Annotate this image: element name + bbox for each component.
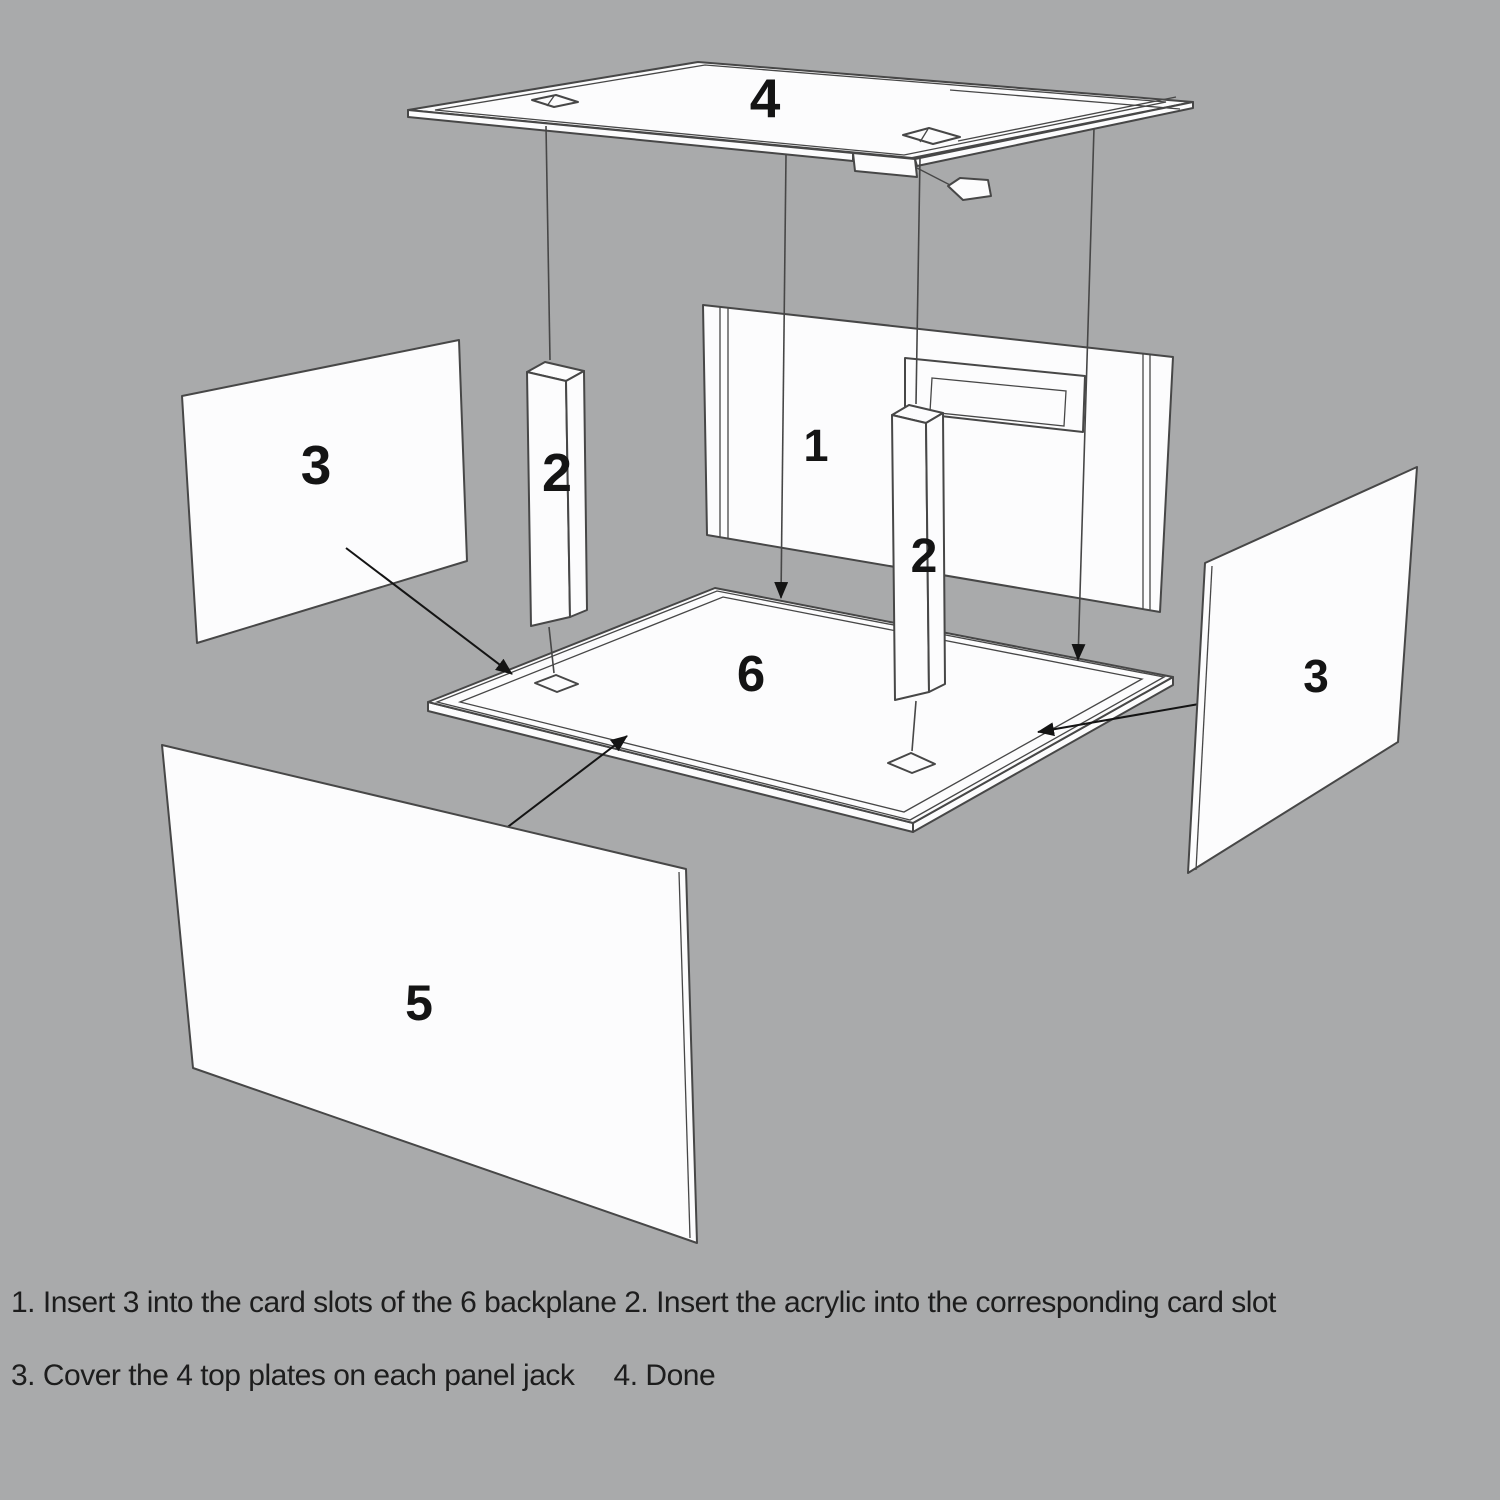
label-side-panel-right: 3 xyxy=(1303,650,1329,702)
label-post-left: 2 xyxy=(541,443,573,503)
label-base-plate: 6 xyxy=(736,645,766,702)
label-side-panel-left: 3 xyxy=(300,434,332,496)
arrow-front-panel-to-base xyxy=(505,736,627,829)
instruction-line-1: 1. Insert 3 into the card slots of the 6 backplane 2. Insert the acrylic into the corresponding card slot xyxy=(11,1286,1276,1319)
top-plate xyxy=(408,62,1193,200)
label-back-panel: 1 xyxy=(803,420,829,471)
side-panel-right xyxy=(1188,467,1417,873)
wire xyxy=(917,168,952,186)
instruction-line-2: 3. Cover the 4 top plates on each panel jack 4. Done xyxy=(11,1359,716,1392)
side-panel-left xyxy=(182,340,467,643)
post-left xyxy=(527,362,587,626)
front-panel xyxy=(162,745,697,1243)
label-top-plate: 4 xyxy=(749,67,781,129)
label-front-panel: 5 xyxy=(405,975,433,1031)
dropline-plate-to-left-post xyxy=(546,126,550,360)
label-post-right: 2 xyxy=(910,530,938,583)
top-plate-face xyxy=(408,62,1193,158)
post-right xyxy=(892,405,945,700)
connector-plug xyxy=(948,178,991,200)
